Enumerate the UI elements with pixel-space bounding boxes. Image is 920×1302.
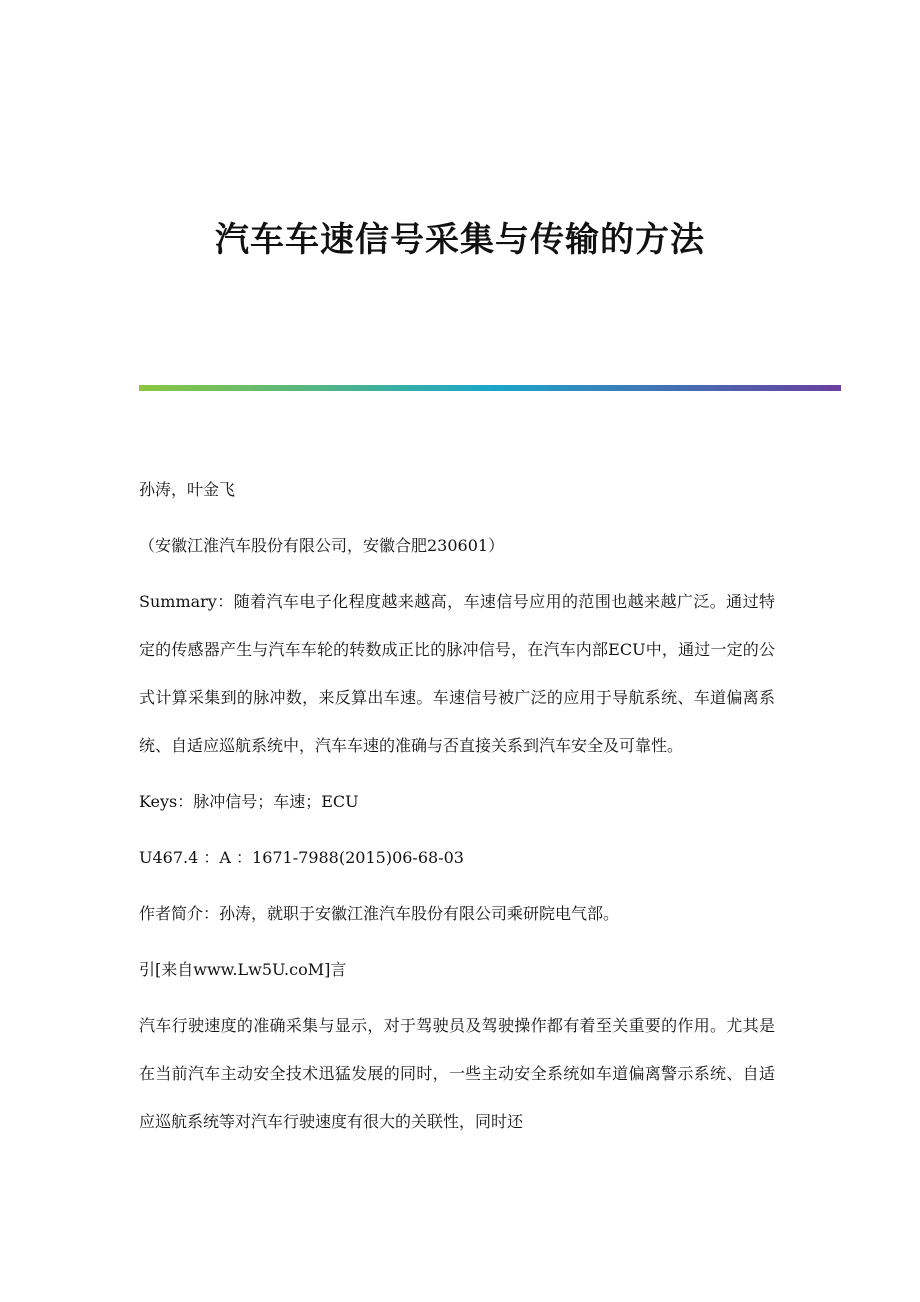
affiliation: （安徽江淮汽车股份有限公司，安徽合肥230601） [139,536,505,555]
summary-paragraph [139,578,775,770]
classification-code: U467.4 ：A ：1671-7988(2015)06-68-03 [139,848,464,867]
summary-label: Summary： [139,592,234,611]
document-title: 汽车车速信号采集与传输的方法 [215,220,705,260]
title-divider [139,385,841,391]
keywords-label: Keys： [139,792,194,811]
author-intro: 作者简介：孙涛，就职于安徽江淮汽车股份有限公司乘研院电气部。 [139,904,620,923]
keywords [139,778,775,826]
intro-heading: 引[来自www.Lw5U.coM]言 [139,960,347,979]
summary-text: 随着汽车电子化程度越来越高，车速信号应用的范围也越来越广泛。通过特定的传感器产生与汽车车轮的转数成正比的脉冲信号，在汽车内部ECU中，通过一定的公式计算采集到的脉冲数，来反算出车速。车速信号被广泛的应用于导航系统、车道偏离系统、自适应巡航系统中，汽车车速的准确与否直接关系到汽车安全及可靠性。 [139,592,775,755]
keywords-text: 脉冲信号；车速；ECU [193,792,359,811]
authors: 孙涛，叶金飞 [139,480,236,499]
document-body [139,466,775,1154]
body-paragraph: 汽车行驶速度的准确采集与显示，对于驾驶员及驾驶操作都有着至关重要的作用。尤其是在当前汽车主动安全技术迅猛发展的同时，一些主动安全系统如车道偏离警示系统、自适应巡航系统等对汽车行驶速度有很大的关联性，同时还 [139,1016,775,1131]
